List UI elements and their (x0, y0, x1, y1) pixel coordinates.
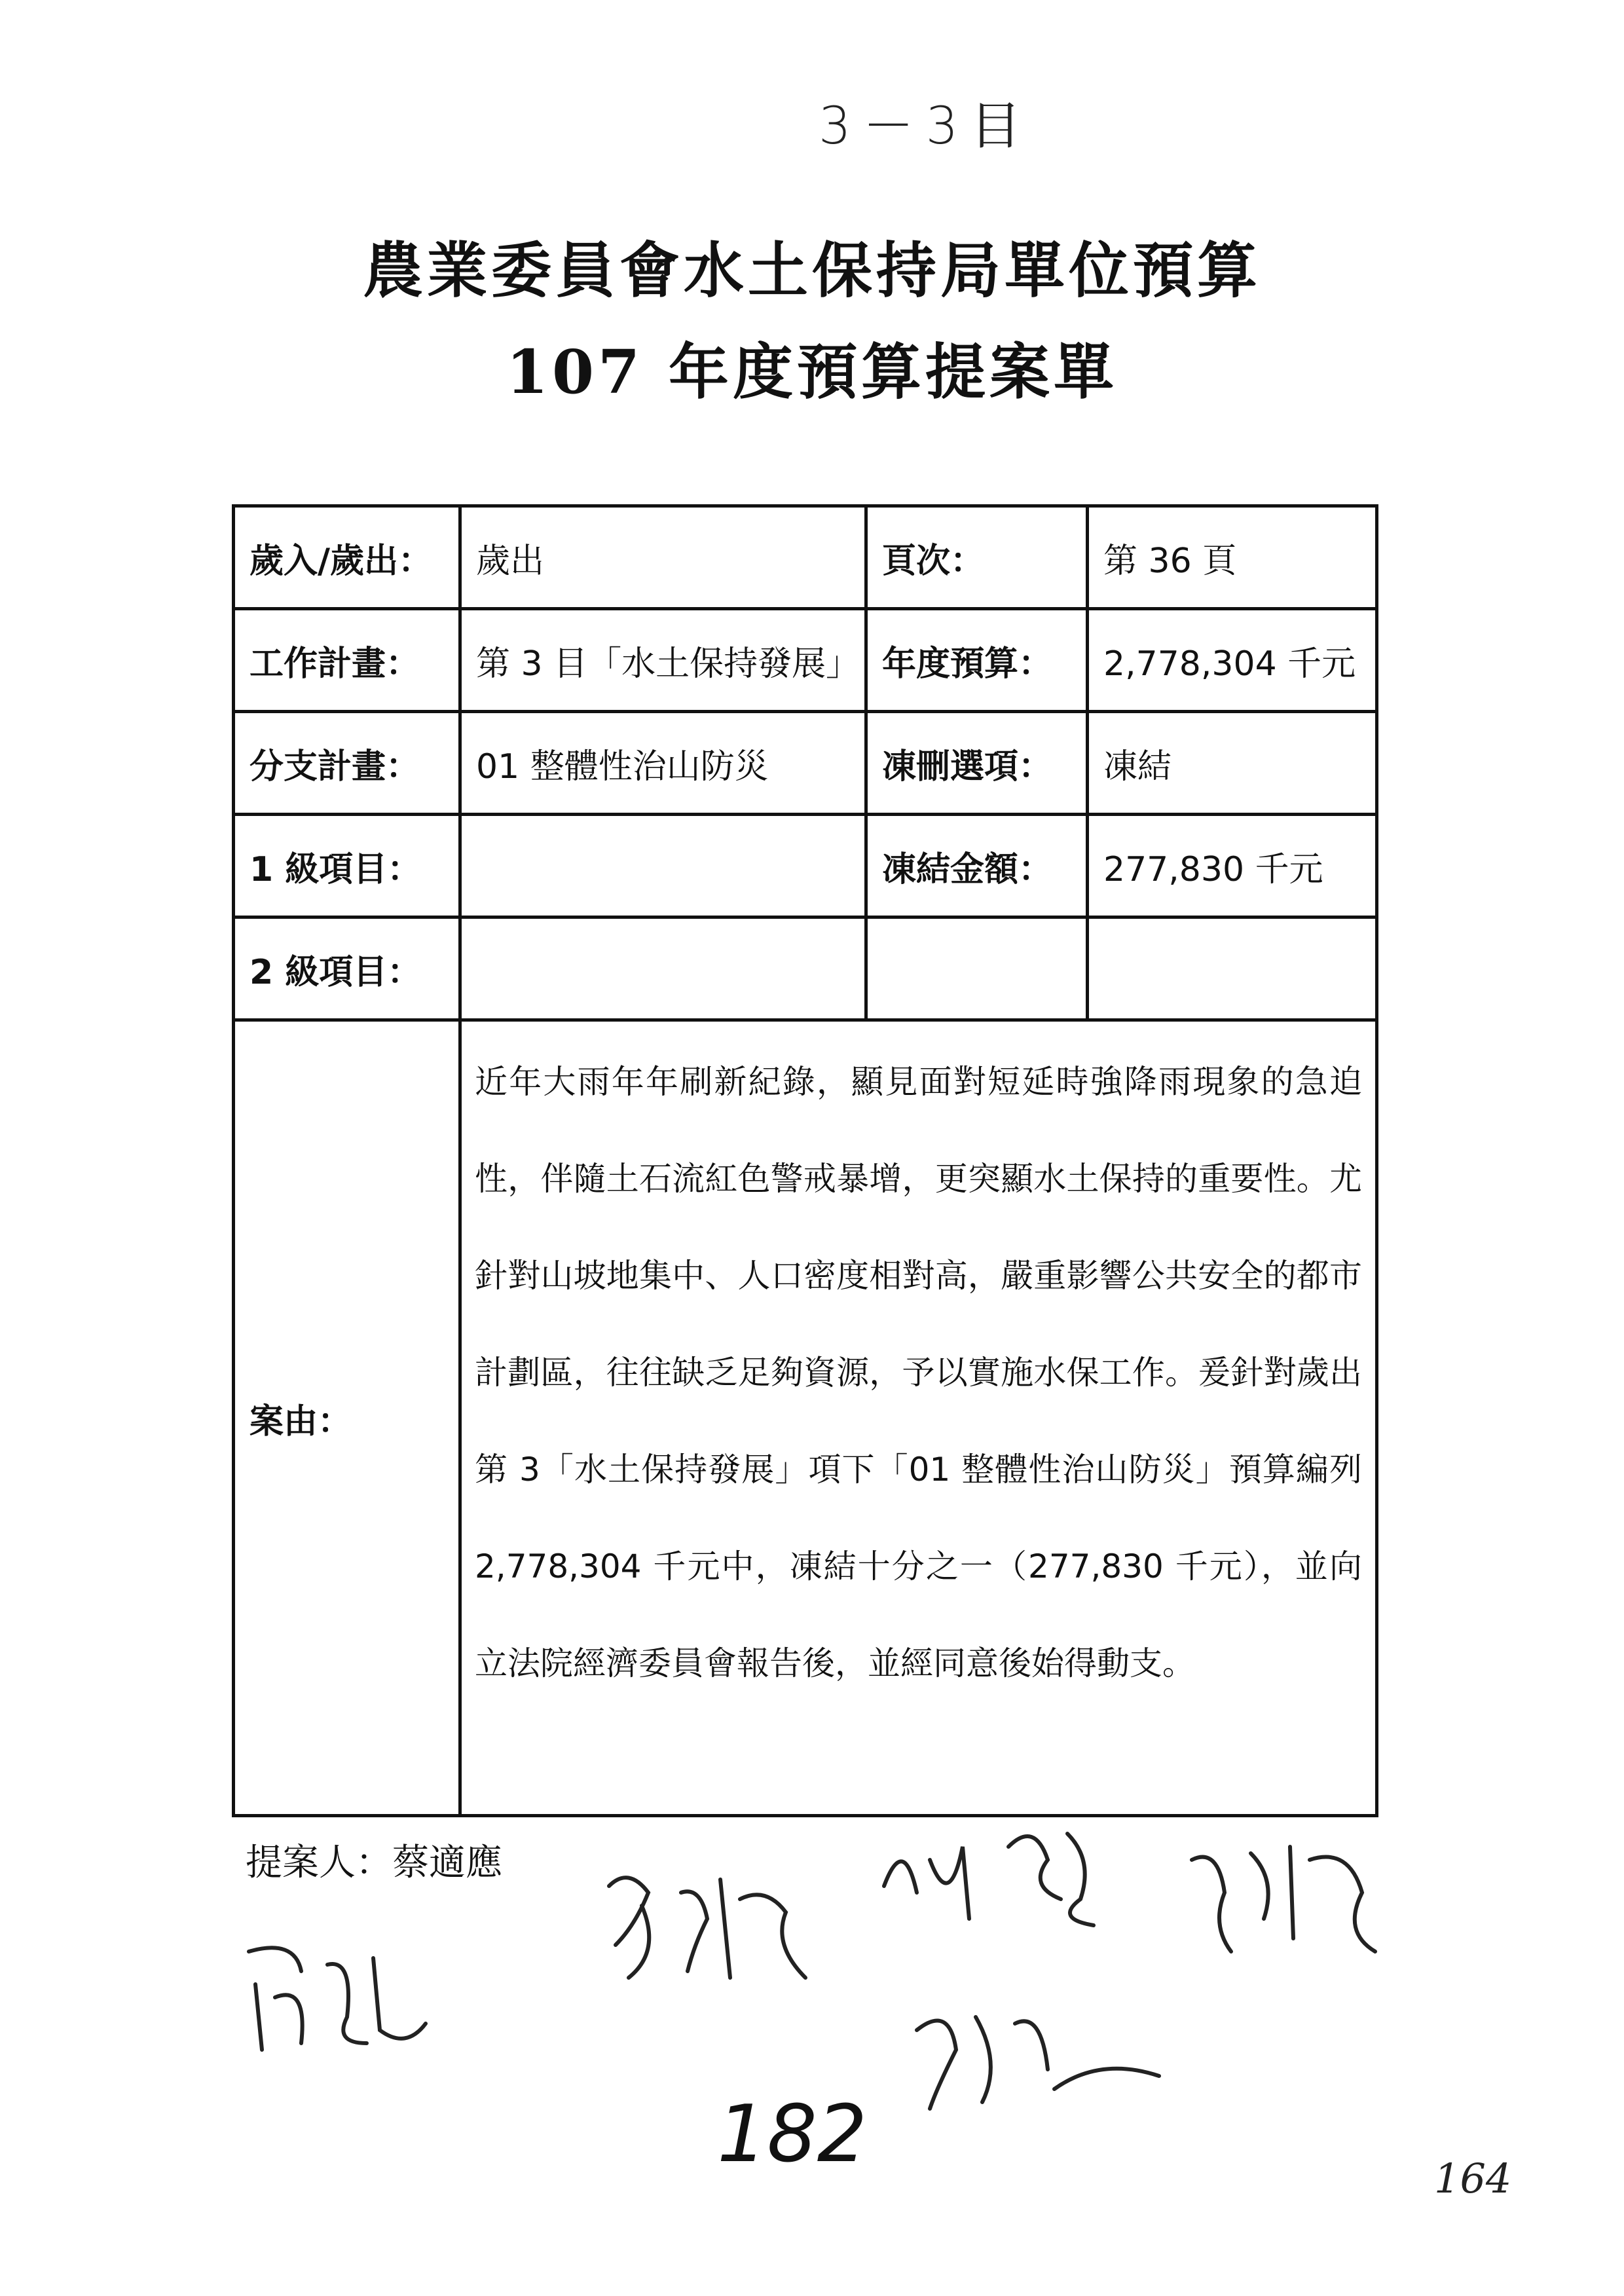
value-branch-plan: 01 整體性治山防災 (460, 712, 866, 815)
label-annual-budget: 年度預算： (866, 609, 1088, 712)
label-income-expense: 歲入/歲出： (234, 506, 460, 609)
form-row-reason (234, 1020, 1377, 1816)
label-branch-plan: 分支計畫： (234, 712, 460, 815)
label-freeze-amount: 凍結金額： (866, 815, 1088, 917)
empty-cell (1088, 917, 1377, 1020)
signature-2 (871, 1807, 1146, 1945)
value-income-expense: 歲出 (460, 506, 866, 609)
handwritten-annotation: 3－3目 (819, 97, 1033, 156)
signature-3 (1179, 1821, 1401, 1971)
value-work-plan: 第 3 目「水土保持發展」 (460, 609, 866, 712)
handwritten-number: 182 (717, 2089, 868, 2180)
value-freeze-amount: 277,830 千元 (1088, 815, 1377, 917)
form-row-income-expense (234, 506, 1377, 609)
signature-4 (236, 1919, 439, 2069)
proposer-line: 提案人：蔡適應 (246, 1842, 502, 1884)
empty-cell (866, 917, 1088, 1020)
signature-5 (904, 1991, 1179, 2122)
form-row-branch-plan (234, 712, 1377, 815)
form-row-level1 (234, 815, 1377, 917)
value-freeze-option: 凍結 (1088, 712, 1377, 815)
label-freeze-option: 凍刪選項： (866, 712, 1088, 815)
proposal-form-table (232, 504, 1378, 1817)
document-subtitle: 107 年度預算提案單 (506, 337, 1118, 407)
label-work-plan: 工作計畫： (234, 609, 460, 712)
document-title: 農業委員會水土保持局單位預算 (362, 235, 1261, 306)
form-row-work-plan (234, 609, 1377, 712)
label-level2-item: 2 級項目： (234, 917, 460, 1020)
reason-text: 近年大雨年年刷新紀錄，顯見面對短延時強降雨現象的急迫性，伴隨土石流紅色警戒暴增，更突顯水土保持的重要性。尤針對山坡地集中、人口密度相對高，嚴重影響公共安全的都市計劃區，往往缺乏足夠資源，予以實施水保工作。爰針對歲出第 3「水土保持發展」項下「01 整體性治山防災」預算編列 2,778,304 千元中，凍結十分之一（277,830 千元），並向立法院經濟委員會報告後，並經同意後始得動支。 (460, 1020, 1377, 1816)
value-annual-budget: 2,778,304 千元 (1088, 609, 1377, 712)
label-reason: 案由： (234, 1020, 460, 1816)
label-page: 頁次： (866, 506, 1088, 609)
label-level1-item: 1 級項目： (234, 815, 460, 917)
value-page: 第 36 頁 (1088, 506, 1377, 609)
value-level2-item (460, 917, 866, 1020)
form-row-level2 (234, 917, 1377, 1020)
signature-1 (589, 1847, 838, 1997)
page-number: 164 (1434, 2155, 1512, 2202)
value-level1-item (460, 815, 866, 917)
